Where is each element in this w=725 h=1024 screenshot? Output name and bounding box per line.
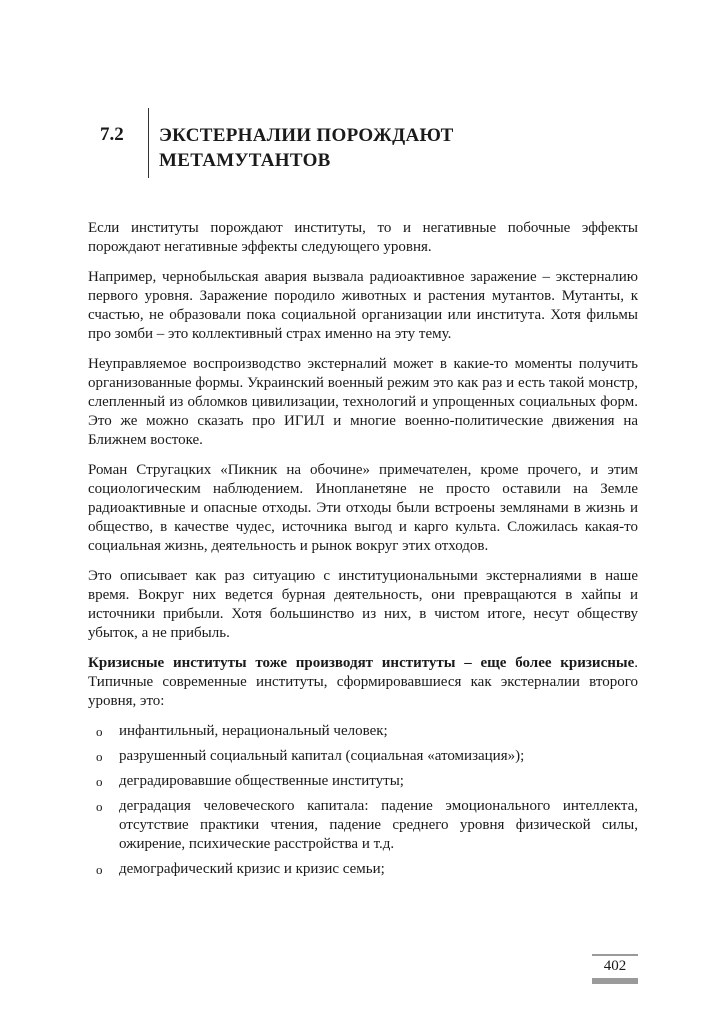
body-text <box>88 219 638 885</box>
crisis-emphasis: Кризисные институты тоже производят институты – еще более кризисные <box>88 655 635 671</box>
section-title-line1: ЭКСТЕРНАЛИИ ПОРОЖДАЮТ <box>159 125 454 146</box>
list-item <box>88 797 638 854</box>
list-item-text: деградировавшие общественные институты; <box>119 773 404 789</box>
list-item-text: демографический кризис и кризис семьи; <box>119 861 385 877</box>
list-item <box>88 722 638 741</box>
paragraph: Если институты порождают институты, то и негативные побочные эффекты порождают негативные эффекты следующего уровня. <box>88 220 638 255</box>
footer-rule-bottom <box>592 978 638 984</box>
bullet-marker: o <box>96 749 103 764</box>
section-header <box>100 108 454 178</box>
section-title-line2: МЕТАМУТАНТОВ <box>159 150 331 171</box>
bullet-list <box>88 722 638 879</box>
paragraph: Роман Стругацких «Пикник на обочине» примечателен, кроме прочего, и этим социологическим наблюдением. Инопланетяне не просто оставили на Земле радиоактивные и опасные отходы. Эти отходы были встроены землянами в жизнь и общество, в качестве чудес, источника выгод и карго культа. Сложилась какая-то социальная жизнь, деятельность и рынок вокруг этих отходов. <box>88 462 638 554</box>
list-item-text: инфантильный, нерациональный человек; <box>119 723 388 739</box>
bullet-marker: o <box>96 774 103 789</box>
list-item <box>88 772 638 791</box>
section-title <box>149 108 454 178</box>
paragraph: Например, чернобыльская авария вызвала радиоактивное заражение – экстерналию первого уровня. Заражение породило животных и растения мутантов. Мутанты, к счастью, не образовали пока социальной организации или института. Хотя фильмы про зомби – это коллективный страх именно на эту тему. <box>88 269 638 342</box>
bullet-marker: o <box>96 724 103 739</box>
crisis-rest: . Типичные современные институты, сформировавшиеся как экстерналии второго уровня, это: <box>88 655 638 709</box>
list-item <box>88 860 638 879</box>
paragraph: Это описывает как раз ситуацию с институциональными экстерналиями в наше время. Вокруг них ведется бурная деятельность, они превращаются в хайпы и источники прибыли. Хотя большинство из них, в чистом итоге, несут обществу убыток, а не прибыль. <box>88 568 638 641</box>
bullet-marker: o <box>96 862 103 877</box>
page-footer <box>592 954 638 984</box>
crisis-paragraph <box>88 654 638 711</box>
section-number: 7.2 <box>100 124 124 145</box>
page-number: 402 <box>603 958 627 974</box>
bullet-marker: o <box>96 799 103 814</box>
list-item <box>88 747 638 766</box>
paragraph: Неуправляемое воспроизводство экстерналий может в какие-то моменты получить организованные формы. Украинский военный режим это как раз и есть такой монстр, слепленный из обломков цивилизации, технологий и упрощенных социальных форм. Это же можно сказать про ИГИЛ и многие военно-политические движения на Ближнем востоке. <box>88 356 638 448</box>
list-item-text: деградация человеческого капитала: падение эмоционального интеллекта, отсутствие практики чтения, падение среднего уровня физической силы, ожирение, психические расстройства и т.д. <box>119 798 638 852</box>
list-item-text: разрушенный социальный капитал (социальная «атомизация»); <box>119 748 525 764</box>
